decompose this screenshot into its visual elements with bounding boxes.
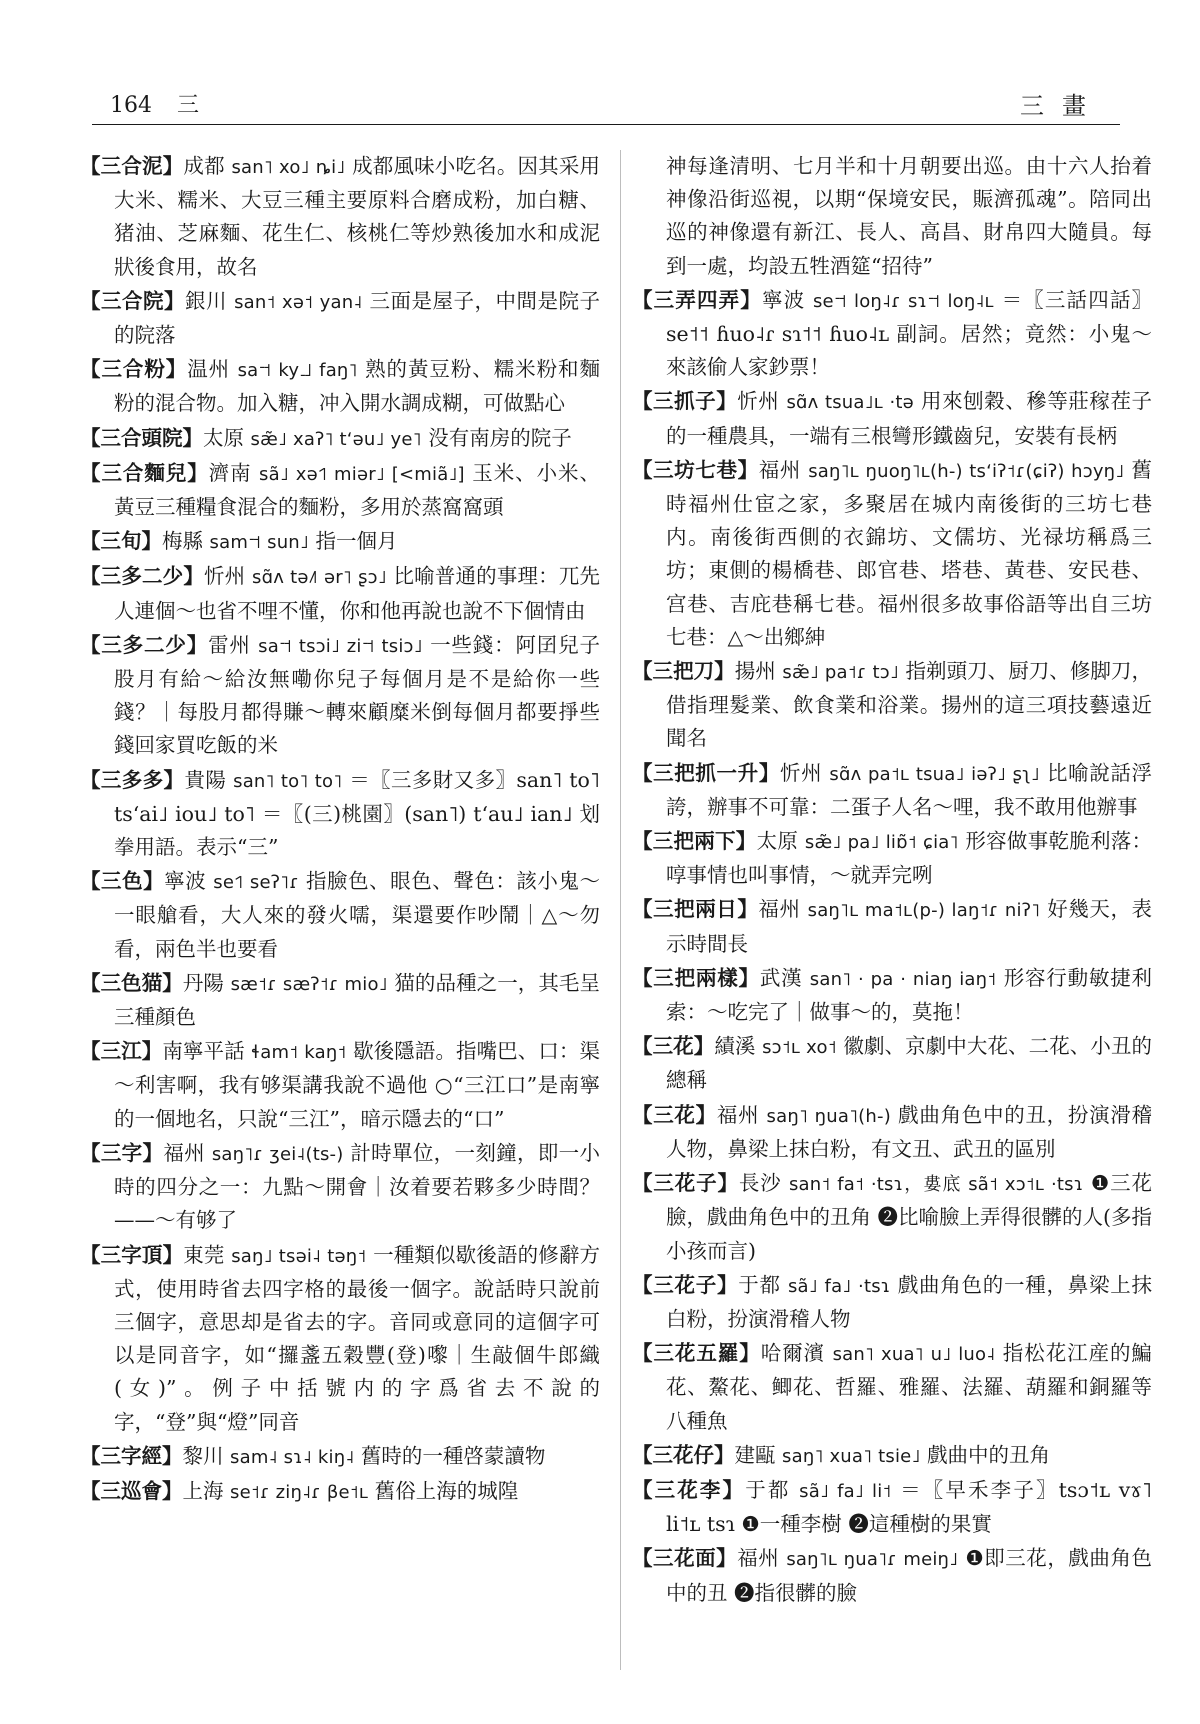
phonetic-transcription: sa˦˦ tsɔi˩ zi˦˦ tsiɔ˩ bbox=[258, 635, 423, 657]
dialect-location: 忻州 bbox=[737, 389, 780, 414]
phonetic-transcription: sã˩ fa˩ ·tsɿ bbox=[787, 1275, 891, 1297]
phonetic-transcription: saŋ˥ʟ ŋuoŋ˥ʟ(h-) tsʻiʔ˦ɾ(ɕiʔ) hɔyŋ˩ bbox=[808, 460, 1125, 482]
phonetic-transcription: sɑ̃ʌ tsua˩ʟ ·tə bbox=[786, 392, 914, 414]
phonetic-transcription: sã˩ xə˦˥ miər˩ [<miã˩] bbox=[259, 463, 465, 485]
definition: 比喻普通的事理：兀先人連個～也省不哩不懂，你和他再說也說不下個情由 bbox=[114, 564, 600, 623]
dialect-location: 寧波 bbox=[761, 287, 806, 312]
headword: 【三字】 bbox=[80, 1140, 164, 1165]
headword: 【三把刀】 bbox=[632, 659, 735, 684]
dictionary-entry bbox=[632, 1099, 1152, 1166]
dialect-location: 太原 bbox=[756, 829, 799, 854]
dictionary-entry bbox=[80, 967, 600, 1034]
dictionary-entry bbox=[80, 422, 600, 456]
dialect-location: 福州 bbox=[716, 1102, 760, 1127]
definition: 計時單位，一刻鐘，即一小時的四分之一：九點～開會｜汝着要若夥多少時間？——～有够了 bbox=[114, 1140, 600, 1233]
headword: 【三花李】 bbox=[632, 1477, 746, 1502]
dictionary-entry bbox=[80, 1475, 600, 1509]
dictionary-entry bbox=[632, 825, 1152, 892]
phonetic-transcription: sɑ̃ʌ pa˦ʟ tsua˩ iəʔ˩ ʂʅ˩ bbox=[829, 763, 1040, 785]
dialect-location: 東莞 bbox=[183, 1242, 225, 1267]
dictionary-entry bbox=[80, 560, 600, 627]
dictionary-entry bbox=[632, 1269, 1152, 1336]
phonetic-transcription: saŋ˥ʟ ŋua˥ɾ meiŋ˩ bbox=[786, 1549, 959, 1571]
phonetic-transcription: sɑ̃ʌ tə˩˥ ər˥ ʂɔ˩ bbox=[252, 567, 387, 589]
dictionary-entry bbox=[632, 962, 1152, 1029]
dialect-location: 銀川 bbox=[185, 288, 228, 313]
definition: 熟的黃豆粉、糯米粉和麵粉的混合物。加入糖，冲入開水調成糊，可做點心 bbox=[114, 357, 600, 416]
phonetic-transcription: san˦ fa˦ ·tsɿ，婁底 sã˦ xɔ˦ʟ ·tsɿ bbox=[788, 1174, 1084, 1196]
dialect-location: 福州 bbox=[758, 457, 802, 482]
phonetic-transcription: saŋ˥ɾ ʒei˨(ts-) bbox=[211, 1143, 344, 1165]
section-char: 三 bbox=[177, 93, 200, 118]
dictionary-entry bbox=[80, 1137, 600, 1238]
phonetic-transcription: ɬam˦ kaŋ˦ bbox=[251, 1042, 347, 1064]
headword: 【三抓子】 bbox=[632, 389, 738, 414]
dictionary-entry bbox=[632, 284, 1152, 385]
dialect-location: 績溪 bbox=[714, 1034, 756, 1059]
definition: 戲曲中的丑角 bbox=[927, 1442, 1051, 1467]
definition: ❶三花臉，戲曲角色中的丑角 ❷比喻臉上弄得很髒的人(多指小孩而言) bbox=[666, 1171, 1153, 1263]
phonetic-transcription: san˥ xua˥ u˩ luo˨ bbox=[832, 1344, 996, 1366]
dialect-location: 忻州 bbox=[779, 760, 823, 785]
definition: 好幾天，表示時間長 bbox=[666, 897, 1153, 956]
page-header bbox=[92, 84, 1120, 125]
dictionary-entry bbox=[632, 757, 1152, 824]
phonetic-transcription: sɔ˦ʟ xo˦ bbox=[762, 1037, 837, 1059]
phonetic-transcription: sæ̃˩ xaʔ˥ tʻəu˩ ye˥ bbox=[250, 428, 422, 450]
dictionary-entry bbox=[80, 457, 600, 524]
dictionary-entry bbox=[632, 150, 1152, 283]
definition: 指松花江産的鯿花、鰲花、鲫花、哲羅、雅羅、法羅、葫羅和銅羅等八種魚 bbox=[666, 1341, 1153, 1433]
dialect-location: 貴陽 bbox=[184, 767, 227, 792]
headword: 【三把兩樣】 bbox=[632, 965, 760, 990]
dialect-location: 梅縣 bbox=[162, 529, 203, 554]
definition: 玉米、小米、黃豆三種糧食混合的麵粉，多用於蒸窩窩頭 bbox=[114, 460, 600, 520]
definition: 一些錢：阿囝兒子股月有給～給汝無嘞你兒子每個月是不是給你一些錢？｜每股月都得賺～轉來顧糜米倒每個月都要掙些錢回家買吃飯的米 bbox=[114, 632, 600, 758]
dialect-location: 寧波 bbox=[164, 869, 207, 894]
headword: 【三合麵兒】 bbox=[80, 460, 209, 485]
dictionary-entry bbox=[632, 655, 1152, 756]
dialect-location: 于都 bbox=[738, 1272, 781, 1297]
headword: 【三多二少】 bbox=[80, 632, 209, 657]
dialect-location: 長沙 bbox=[738, 1171, 782, 1196]
dictionary-entry bbox=[80, 285, 600, 352]
header-left bbox=[110, 88, 199, 119]
definition: 用來刨穀、穇等莊稼茬子的一種農具，一端有三根彎形鐵齒兒，安裝有長柄 bbox=[666, 389, 1153, 448]
definition: 成都風味小吃名。因其采用大米、糯米、大豆三種主要原料合磨成粉，加白糖、猪油、芝麻麵、花生仁、核桃仁等炒熟後加水和成泥狀後食用，故名 bbox=[114, 154, 601, 279]
dialect-location: 福州 bbox=[758, 897, 801, 922]
dictionary-entry bbox=[632, 454, 1152, 654]
dictionary-entry bbox=[80, 353, 600, 420]
definition: 舊俗上海的城隍 bbox=[374, 1478, 519, 1503]
dictionary-entry bbox=[80, 1239, 600, 1439]
dialect-location: 哈爾濱 bbox=[760, 1341, 826, 1366]
dictionary-entry bbox=[80, 764, 600, 865]
dialect-location: 黎川 bbox=[182, 1443, 224, 1468]
phonetic-transcription: se˦ɾ ziŋ˨ɾ βe˦ʟ bbox=[230, 1481, 369, 1503]
headword: 【三色猫】 bbox=[80, 970, 183, 995]
definition: 戲曲角色中的丑，扮演滑稽人物，鼻梁上抹白粉，有文丑、武丑的區別 bbox=[666, 1102, 1153, 1161]
headword: 【三合頭院】 bbox=[80, 425, 203, 450]
headword: 【三坊七巷】 bbox=[632, 457, 759, 482]
definition: 形容行動敏捷利索：～吃完了｜做事～的，莫拖！ bbox=[666, 965, 1153, 1025]
headword: 【三字經】 bbox=[80, 1443, 183, 1468]
definition: 指一個月 bbox=[315, 529, 398, 554]
definition: 指臉色、眼色、聲色：該小鬼～一眼艙看，大人來的發火嚅，渠還要作吵鬧｜△～勿看，兩色半也要看 bbox=[114, 869, 601, 961]
phonetic-transcription: san˥ xo˩ ȵi˩ bbox=[231, 157, 346, 178]
phonetic-transcription: se˦˥ seʔ˥ɾ bbox=[213, 872, 299, 894]
dictionary-entry bbox=[632, 1030, 1152, 1097]
dialect-location: 福州 bbox=[737, 1546, 780, 1571]
headword: 【三花五羅】 bbox=[632, 1341, 761, 1366]
dialect-location: 南寧平話 bbox=[162, 1039, 245, 1064]
dialect-location: 福州 bbox=[163, 1140, 205, 1165]
definition: 没有南房的院子 bbox=[428, 425, 572, 450]
headword: 【三合泥】 bbox=[80, 154, 184, 178]
headword: 【三江】 bbox=[80, 1039, 163, 1064]
phonetic-transcription: sam˦˦ sun˩ bbox=[209, 532, 309, 554]
definition: 歇後隱語。指嘴巴、口：渠～利害啊，我有够渠講我說不過他 ○“三江口”是南寧的一個地名，只說“三江”，暗示隱去的“口” bbox=[114, 1039, 601, 1131]
headword: 【三字頂】 bbox=[80, 1242, 184, 1267]
headword: 【三花子】 bbox=[632, 1272, 739, 1297]
phonetic-transcription: san˥ to˥ to˥ bbox=[233, 770, 343, 792]
headword: 【三把兩日】 bbox=[632, 897, 759, 922]
page-number: 164 bbox=[110, 93, 152, 118]
dictionary-entry bbox=[632, 1337, 1152, 1438]
definition: 比喻說話浮誇，辦事不可靠：二蛋子人名～哩，我不敢用他辦事 bbox=[666, 760, 1152, 819]
dictionary-entry bbox=[632, 1474, 1152, 1541]
dictionary-entry bbox=[80, 525, 600, 559]
definition: 三面是屋子，中間是院子的院落 bbox=[114, 288, 600, 348]
dialect-location: 武漢 bbox=[759, 965, 803, 990]
headword: 【三花仔】 bbox=[632, 1442, 735, 1467]
headword: 【三旬】 bbox=[80, 529, 162, 554]
headword: 【三花】 bbox=[632, 1102, 717, 1127]
dictionary-entry bbox=[632, 1542, 1152, 1609]
definition: ＝〖三話四話〗se˦˦ ɦuo˨ɾ sɿ˦˦ ɦuo˨ʟ 副詞。居然；竟然：小鬼～來該偷人家鈔票！ bbox=[666, 287, 1153, 380]
dialect-location: 雷州 bbox=[208, 632, 251, 657]
dictionary-entry bbox=[632, 385, 1152, 452]
definition: ＝〖早禾李子〗tsɔ˦ʟ vɤ˥ li˦ʟ tsɿ ❶一種李樹 ❷這種樹的果實 bbox=[666, 1477, 1152, 1537]
headword: 【三合院】 bbox=[80, 288, 186, 313]
headword: 【三把抓一升】 bbox=[632, 760, 780, 785]
phonetic-transcription: sa˦˦ ky˩˩ faŋ˥ bbox=[237, 360, 358, 382]
definition: 戲曲角色的一種，鼻梁上抹白粉，扮演滑稽人物 bbox=[666, 1272, 1152, 1331]
phonetic-transcription: sæ̃˩ pa˦ɾ tɔ˩ bbox=[782, 662, 899, 684]
headword: 【三花子】 bbox=[632, 1171, 739, 1196]
dialect-location: 揚州 bbox=[734, 659, 776, 684]
left-column bbox=[80, 150, 600, 1510]
dictionary-entry bbox=[80, 865, 600, 966]
phonetic-transcription: sæ˦ɾ sæʔ˦ɾ mio˩ bbox=[230, 973, 388, 995]
dictionary-entry bbox=[632, 1167, 1152, 1268]
definition: 舊時的一種啓蒙讀物 bbox=[360, 1443, 546, 1468]
phonetic-transcription: saŋ˥ ŋua˥(h-) bbox=[766, 1105, 891, 1127]
definition: ❶即三花，戲曲角色中的丑 ❷指很髒的臉 bbox=[666, 1546, 1152, 1605]
dialect-location: 温州 bbox=[187, 357, 231, 382]
headword: 【三多多】 bbox=[80, 767, 185, 792]
dialect-location: 忻州 bbox=[203, 564, 246, 589]
phonetic-transcription: sam˨ sɿ˨ kiŋ˨ bbox=[230, 1446, 355, 1468]
dictionary-entry bbox=[632, 1439, 1152, 1473]
phonetic-transcription: san˦ xə˦ yan˨ bbox=[234, 291, 363, 313]
definition: 徽劇、京劇中大花、二花、小丑的總稱 bbox=[666, 1034, 1153, 1093]
phonetic-transcription: se˦˦ loŋ˨ɾ sɿ˦˦ loŋ˨ʟ bbox=[812, 290, 994, 312]
dialect-location: 濟南 bbox=[208, 460, 252, 485]
dictionary-entry bbox=[80, 629, 600, 763]
phonetic-transcription: sã˩ fa˩ li˦ bbox=[799, 1480, 892, 1502]
definition: 猫的品種之一，其毛呈三種顏色 bbox=[114, 970, 600, 1030]
dialect-location: 丹陽 bbox=[182, 970, 225, 995]
dictionary-entry bbox=[632, 893, 1152, 960]
dictionary-entry bbox=[80, 150, 600, 284]
headword: 【三合粉】 bbox=[80, 357, 188, 382]
right-column bbox=[632, 150, 1152, 1611]
definition: 舊時福州仕宦之家，多聚居在城内南後街的三坊七巷内。南後街西側的衣錦坊、文儒坊、光禄坊稱爲三坊；東側的楊橋巷、郎官巷、塔巷、黃巷、安民巷、宫巷、吉庇巷稱七巷。福州很多故事俗語等出自三坊七巷：△～出鄉紳 bbox=[666, 457, 1153, 649]
definition: 指剃頭刀、厨刀、修脚刀，借指理髮業、飲食業和浴業。揚州的這三項技藝遠近聞名 bbox=[666, 659, 1152, 751]
definition: 形容做事乾脆利落：啍事情也叫事情，～就弄完咧 bbox=[666, 829, 1153, 888]
headword: 【三色】 bbox=[80, 869, 165, 894]
phonetic-transcription: san˥ · pa · niaŋ iaŋ˦ bbox=[809, 968, 997, 990]
dialect-location: 成都 bbox=[183, 154, 225, 178]
headword: 【三弄四弄】 bbox=[632, 287, 762, 312]
phonetic-transcription: sæ̃˩ pa˩ liɒ̃˦ ɕia˥ bbox=[804, 832, 959, 854]
headword: 【三巡會】 bbox=[80, 1478, 183, 1503]
headword: 【三多二少】 bbox=[80, 564, 204, 589]
definition: ＝〖三多財又多〗san˥ to˥ tsʻai˩ iou˩ to˥ ＝〖(三)桃園〗(san˥) tʻau˩ ian˩ 划拳用語。表示“三” bbox=[114, 767, 600, 860]
phonetic-transcription: saŋ˥ xua˥ tsie˩ bbox=[782, 1445, 921, 1467]
dialect-location: 建甌 bbox=[734, 1442, 776, 1467]
phonetic-transcription: saŋ˥ʟ ma˦ʟ(p-) laŋ˦ɾ niʔ˥ bbox=[807, 900, 1041, 922]
definition: 一種類似歇後語的修辭方式，使用時省去四字格的最後一個字。說話時只說前三個字，意思却是省去的字。音同或意同的這個字可以是同音字，如“攞盞五穀豐(登)嚟｜生敲個牛郎織(女)”。例子中括號内的字爲省去不說的字，“登”與“燈”同音 bbox=[114, 1242, 601, 1434]
headword: 【三把兩下】 bbox=[632, 829, 757, 854]
header-right-title: 三畫 bbox=[1020, 92, 1104, 120]
definition: 神每逢清明、七月半和十月朝要出巡。由十六人抬着神像沿街巡視，以期“保境安民，賑濟孤魂”。陪同出巡的神像還有新江、長人、高昌、財帛四大隨員。每到一處，均設五牲酒筵“招待” bbox=[666, 154, 1152, 278]
column-divider bbox=[620, 150, 621, 1670]
headword: 【三花面】 bbox=[632, 1546, 738, 1571]
dictionary-entry bbox=[80, 1440, 600, 1474]
headword: 【三花】 bbox=[632, 1034, 715, 1059]
dictionary-entry bbox=[80, 1035, 600, 1136]
phonetic-transcription: saŋ˩ tsəi˨ təŋ˦ bbox=[231, 1245, 367, 1267]
dialect-location: 于都 bbox=[745, 1477, 791, 1502]
dialect-location: 上海 bbox=[182, 1478, 224, 1503]
dialect-location: 太原 bbox=[203, 425, 244, 450]
